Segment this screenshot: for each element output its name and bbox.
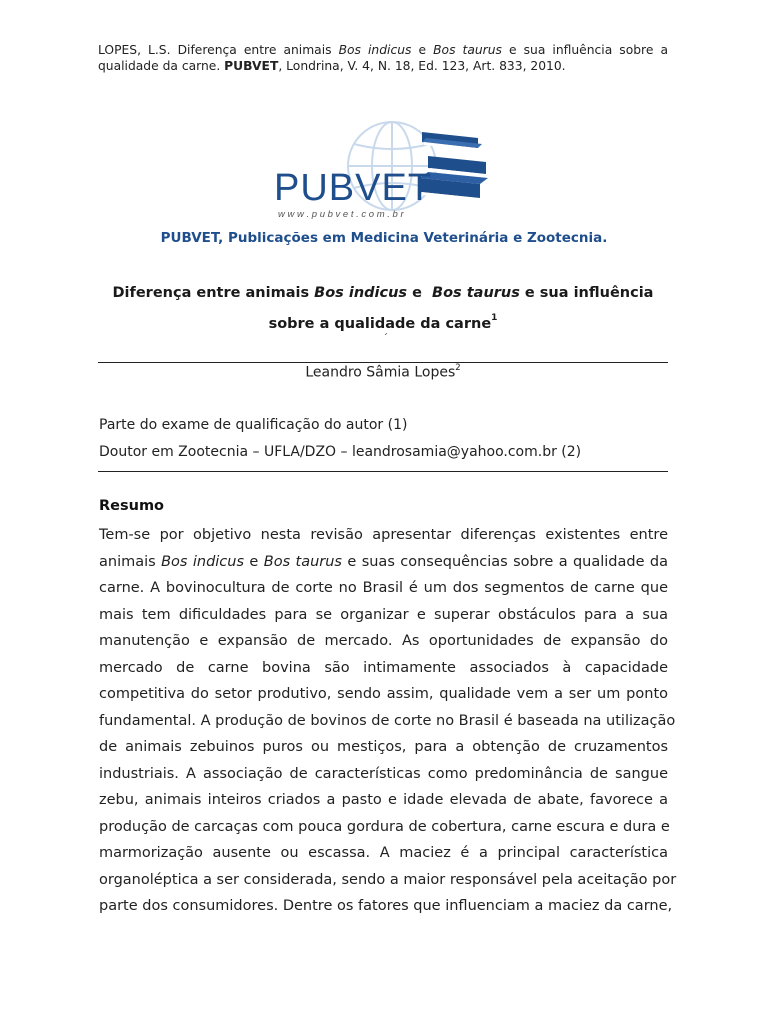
abstract-text: industriais. A associação de características como predominância de sangue <box>99 765 668 782</box>
abstract-heading: Resumo <box>99 498 165 514</box>
citation-journal: PUBVET <box>224 59 279 73</box>
abstract-text: zebu, animais inteiros criados a pasto e idade elevada de abate, favorece a <box>99 792 668 808</box>
citation-species-1: Bos indicus <box>338 43 412 57</box>
abstract-text: e <box>244 553 264 570</box>
abstract-text: competitiva do setor produtivo, sendo assim, qualidade vem a ser um ponto <box>99 686 668 702</box>
abstract-text: animais <box>99 553 162 570</box>
citation-conjunction: e <box>411 43 434 57</box>
abstract-text: organoléptica a ser considerada, sendo a maior responsável pela aceitação por <box>99 871 677 888</box>
logo-wordmark: PUBVET <box>274 167 433 209</box>
logo-url: w w w . p u b v e t . c o m . b r <box>278 209 404 220</box>
abstract-text: marmorização ausente ou escassa. A maciez é a principal característica <box>99 845 668 861</box>
footnote-1: Parte do exame de qualificação do autor (1) <box>99 417 408 433</box>
abstract-line <box>99 893 673 920</box>
abstract-line <box>99 734 668 761</box>
title-species-1: Bos indicus <box>314 285 408 301</box>
abstract-line <box>99 575 668 602</box>
divider-bottom <box>98 471 668 472</box>
abstract-line <box>99 602 668 629</box>
citation-species-2: Bos taurus <box>433 43 502 57</box>
citation-text-2: e sua influência sobre a qualidade da carne. <box>98 43 668 73</box>
title-part-3: e sua influência <box>519 285 654 301</box>
stray-mark: ´ <box>383 333 388 344</box>
abstract-text: mercado de carne bovina são intimamente associados à capacidade <box>99 659 668 676</box>
title-part-2: e <box>407 285 433 301</box>
title-species-2: Bos taurus <box>432 285 520 301</box>
abstract-line <box>99 840 668 867</box>
abstract-line <box>99 522 668 549</box>
author-footnote-marker: 2 <box>455 363 461 373</box>
abstract-text: fundamental. A produção de bovinos de corte no Brasil é baseada na utilização <box>99 712 676 729</box>
divider-top <box>98 362 668 363</box>
title-line-2: sobre a qualidade da carne <box>268 315 492 332</box>
abstract-body <box>99 522 677 920</box>
abstract-text: Tem-se por objetivo nesta revisão apresentar diferenças existentes entre <box>99 527 668 543</box>
species-name: Bos indicus <box>161 553 245 570</box>
abstract-text: e suas consequências sobre a qualidade da <box>341 553 669 570</box>
citation-text: LOPES, L.S. Diferença entre animais <box>98 43 339 57</box>
species-name: Bos taurus <box>263 553 342 570</box>
abstract-line <box>99 867 677 894</box>
author-name: Leandro Sâmia Lopes <box>305 364 456 381</box>
citation-header <box>98 42 668 74</box>
abstract-line <box>99 681 668 708</box>
abstract-text: carne. A bovinocultura de corte no Brasil é um dos segmentos de carne que <box>99 580 668 596</box>
abstract-line <box>99 655 668 682</box>
abstract-line <box>99 787 668 814</box>
title-part: Diferença entre animais <box>112 285 315 301</box>
citation-text-3: , Londrina, V. 4, N. 18, Ed. 123, Art. 833, 2010. <box>278 59 566 73</box>
pubvet-logo-graphic <box>272 118 496 222</box>
footnote-2: Doutor em Zootecnia – UFLA/DZO – leandrosamia@yahoo.com.br (2) <box>99 444 582 460</box>
pubvet-logo <box>272 118 496 222</box>
abstract-text: produção de carcaças com pouca gordura de cobertura, carne escura e dura e <box>99 818 670 835</box>
author-line <box>98 364 668 381</box>
abstract-text: de animais zebuinos puros ou mestiços, para a obtenção de cruzamentos <box>99 739 668 755</box>
abstract-line <box>99 628 668 655</box>
journal-name: PUBVET, Publicações em Medicina Veterinária e Zootecnia. <box>160 230 608 246</box>
abstract-text: mais tem dificuldades para se organizar e superar obstáculos para a sua <box>99 606 668 623</box>
title-footnote-marker: 1 <box>491 313 498 323</box>
abstract-text: parte dos consumidores. Dentre os fatores que influenciam a maciez da carne, <box>99 898 673 914</box>
abstract-text: manutenção e expansão de mercado. As oportunidades de expansão do <box>99 633 668 649</box>
abstract-line <box>99 761 668 788</box>
abstract-line <box>99 549 668 576</box>
article-title <box>98 280 668 338</box>
abstract-line <box>99 814 668 841</box>
abstract-line <box>99 708 676 735</box>
